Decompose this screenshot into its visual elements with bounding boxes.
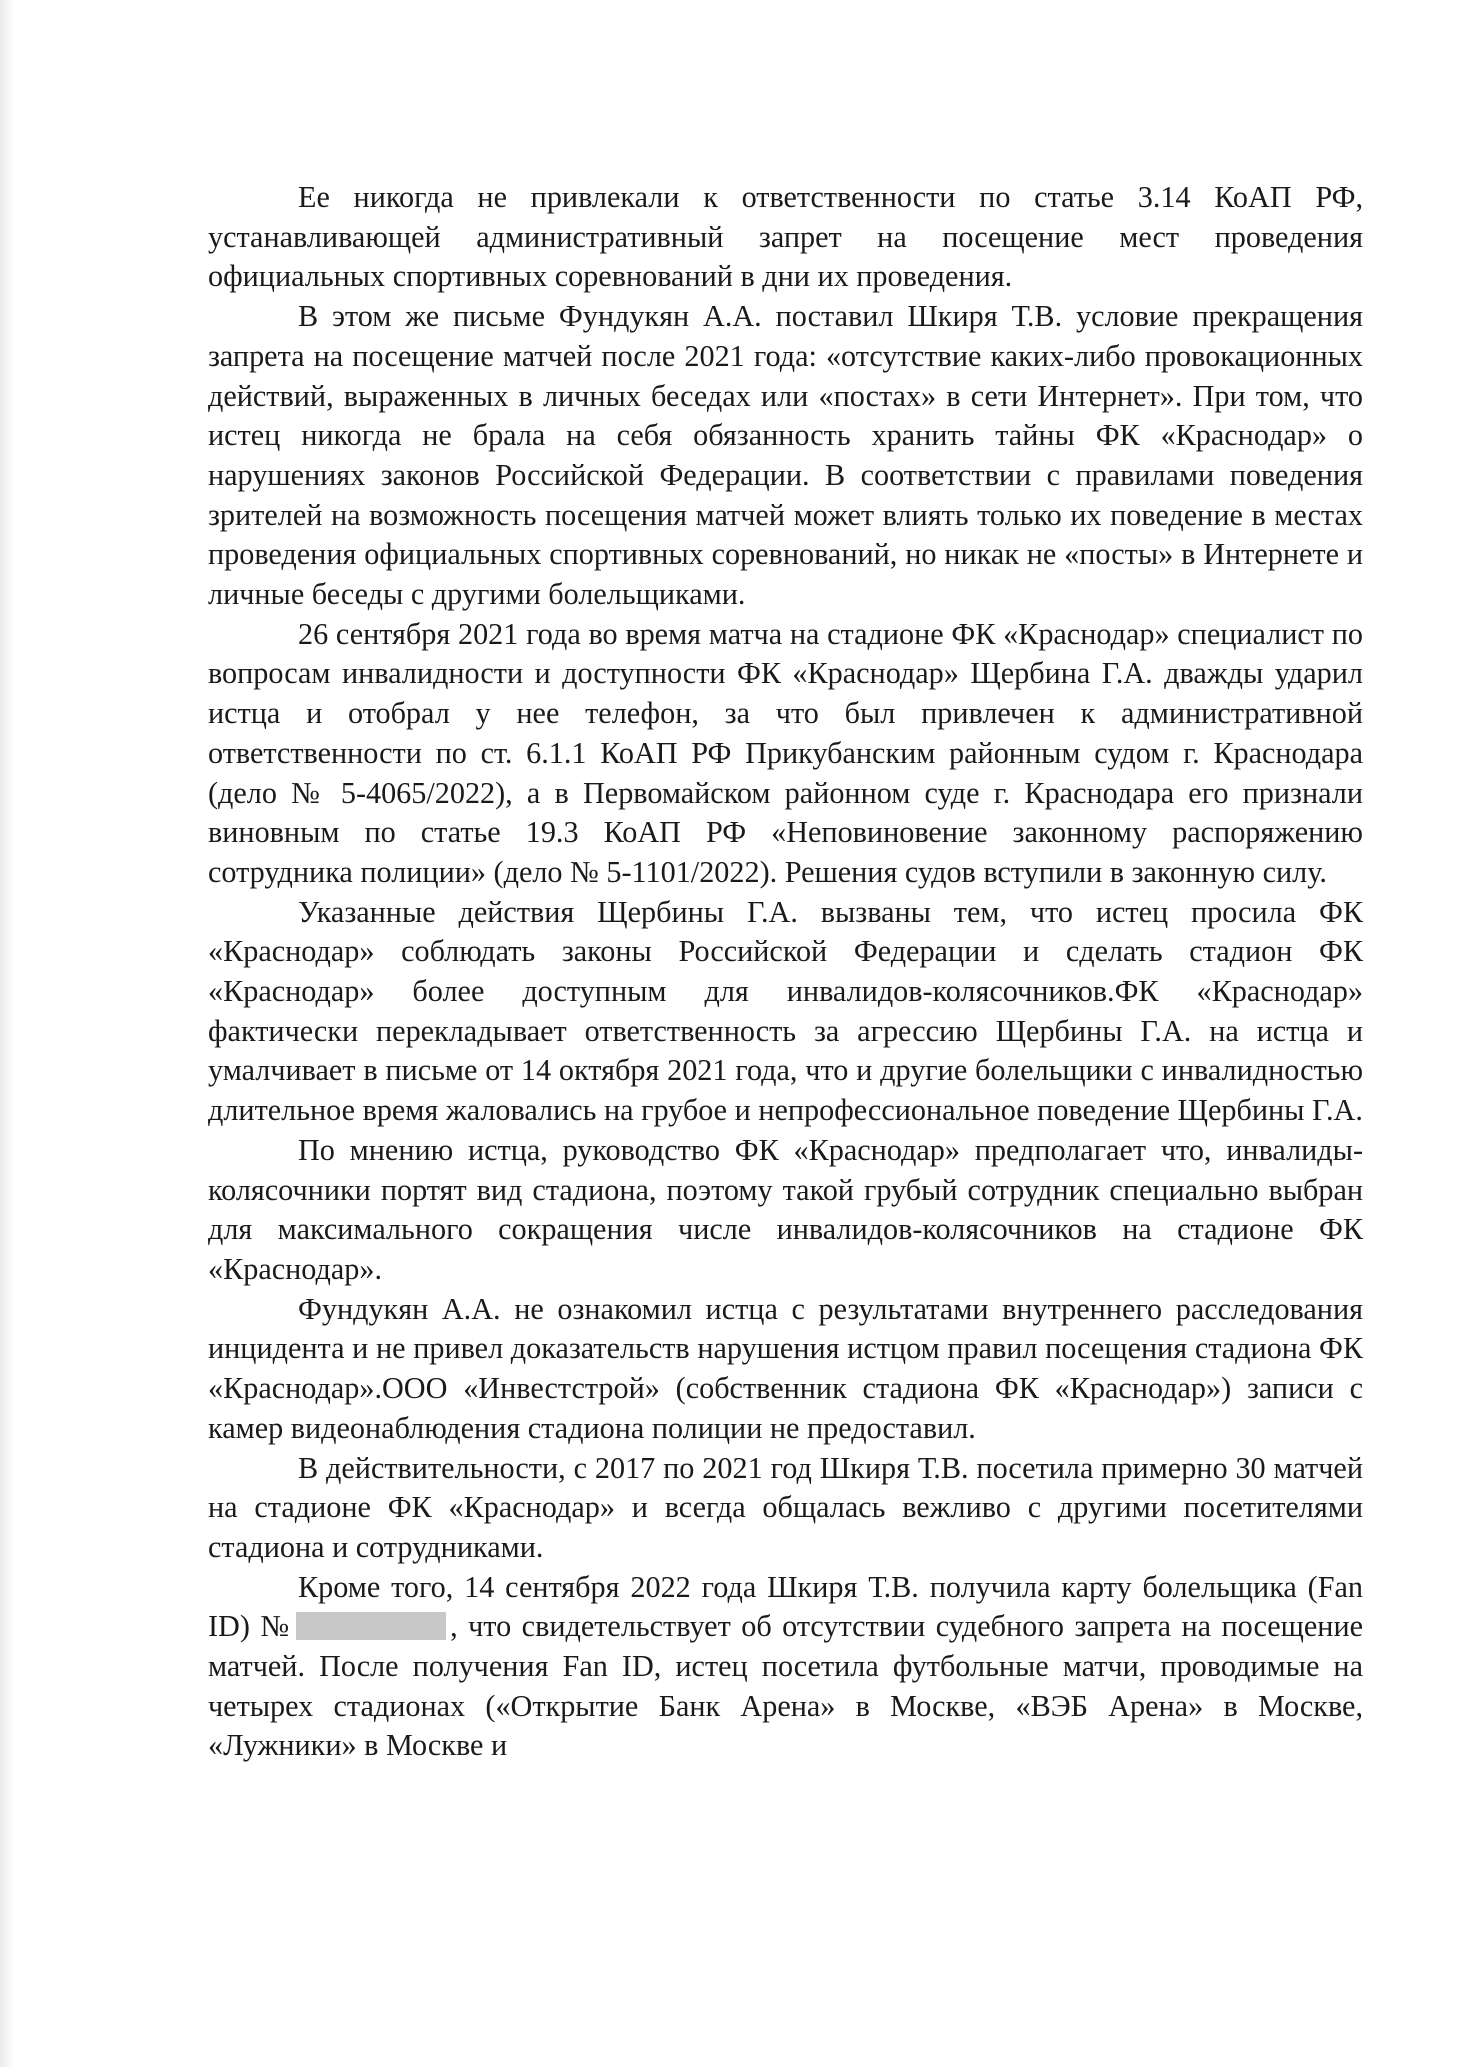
paragraph-2: В этом же письме Фундукян А.А. поставил Шкиря Т.В. условие прекращения запрета на посещение матчей после 2021 года: «отсутствие каких-либо провокационных действий, выраженных в личных беседах или «постах» в сети Интернет». При том, что истец никогда не брала на себя обязанность хранить тайны ФК «Краснодар» о нарушениях законов Российской Федерации. В соответствии с правилами поведения зрителей на возможность посещения матчей может влиять только их поведение в местах проведения официальных спортивных соревнований, но никак не «посты» в Интернете и личные беседы с другими болельщиками.: [208, 299, 1363, 612]
paragraph-5: По мнению истца, руководство ФК «Краснодар» предполагает что, инвалиды-колясочники портят вид стадиона, поэтому такой грубый сотрудник специально выбран для максимального сокращения числе инвалидов-колясочников на стадионе ФК «Краснодар».: [208, 1132, 1363, 1286]
document-body: [208, 178, 1363, 1766]
paragraph-8-after-redaction: , что свидетельствует об отсутствии судебного запрета на посещение матчей. После получения Fan ID, истец посетила футбольные матчи, проводимые на четырех стадионах («Открытие Банк Арена» в Москве, «ВЭБ Арена» в Москве, «Лужники» в Москве и: [208, 1609, 1363, 1763]
paragraph-3: 26 сентября 2021 года во время матча на стадионе ФК «Краснодар» специалист по вопросам инвалидности и доступности ФК «Краснодар» Щербина Г.А. дважды ударил истца и отобрал у нее телефон, за что был привлечен к административной ответственности по ст. 6.1.1 КоАП РФ Прикубанским районным судом г. Краснодара (дело № 5-4065/2022), а в Первомайском районном суде г. Краснодара его признали виновным по статье 19.3 КоАП РФ «Неповиновение законному распоряжению сотрудника полиции» (дело № 5-1101/2022). Решения судов вступили в законную силу.: [208, 616, 1363, 889]
paragraph-8-before-redaction: Кроме того, 14 сентября 2022 года Шкиря Т.В. получила карту болельщика (Fan ID) №: [208, 1569, 1363, 1644]
paragraph-6: Фундукян А.А. не ознакомил истца с результатами внутреннего расследования инцидента и не привел доказательств нарушения истцом правил посещения стадиона ФК «Краснодар».ООО «Инвестстрой» (собственник стадиона ФК «Краснодар») записи с камер видеонаблюдения стадиона полиции не предоставил.: [208, 1291, 1363, 1445]
paragraph-4: Указанные действия Щербины Г.А. вызваны тем, что истец просила ФК «Краснодар» соблюдать законы Российской Федерации и сделать стадион ФК «Краснодар» более доступным для инвалидов-колясочников.ФК «Краснодар» фактически перекладывает ответственность за агрессию Щербины Г.А. на истца и умалчивает в письме от 14 октября 2021 года, что и другие болельщики с инвалидностью длительное время жаловались на грубое и непрофессиональное поведение Щербины Г.А.: [208, 894, 1363, 1128]
paragraph-1: Ее никогда не привлекали к ответственности по статье 3.14 КоАП РФ, устанавливающей административный запрет на посещение мест проведения официальных спортивных соревнований в дни их проведения.: [208, 180, 1363, 294]
redacted-fan-id: [296, 1612, 446, 1640]
scan-edge-shadow: [0, 0, 14, 2067]
paragraph-7: В действительности, с 2017 по 2021 год Шкиря Т.В. посетила примерно 30 матчей на стадионе ФК «Краснодар» и всегда общалась вежливо с другими посетителями стадиона и сотрудниками.: [208, 1450, 1363, 1564]
paragraph-8: [208, 1568, 1363, 1767]
